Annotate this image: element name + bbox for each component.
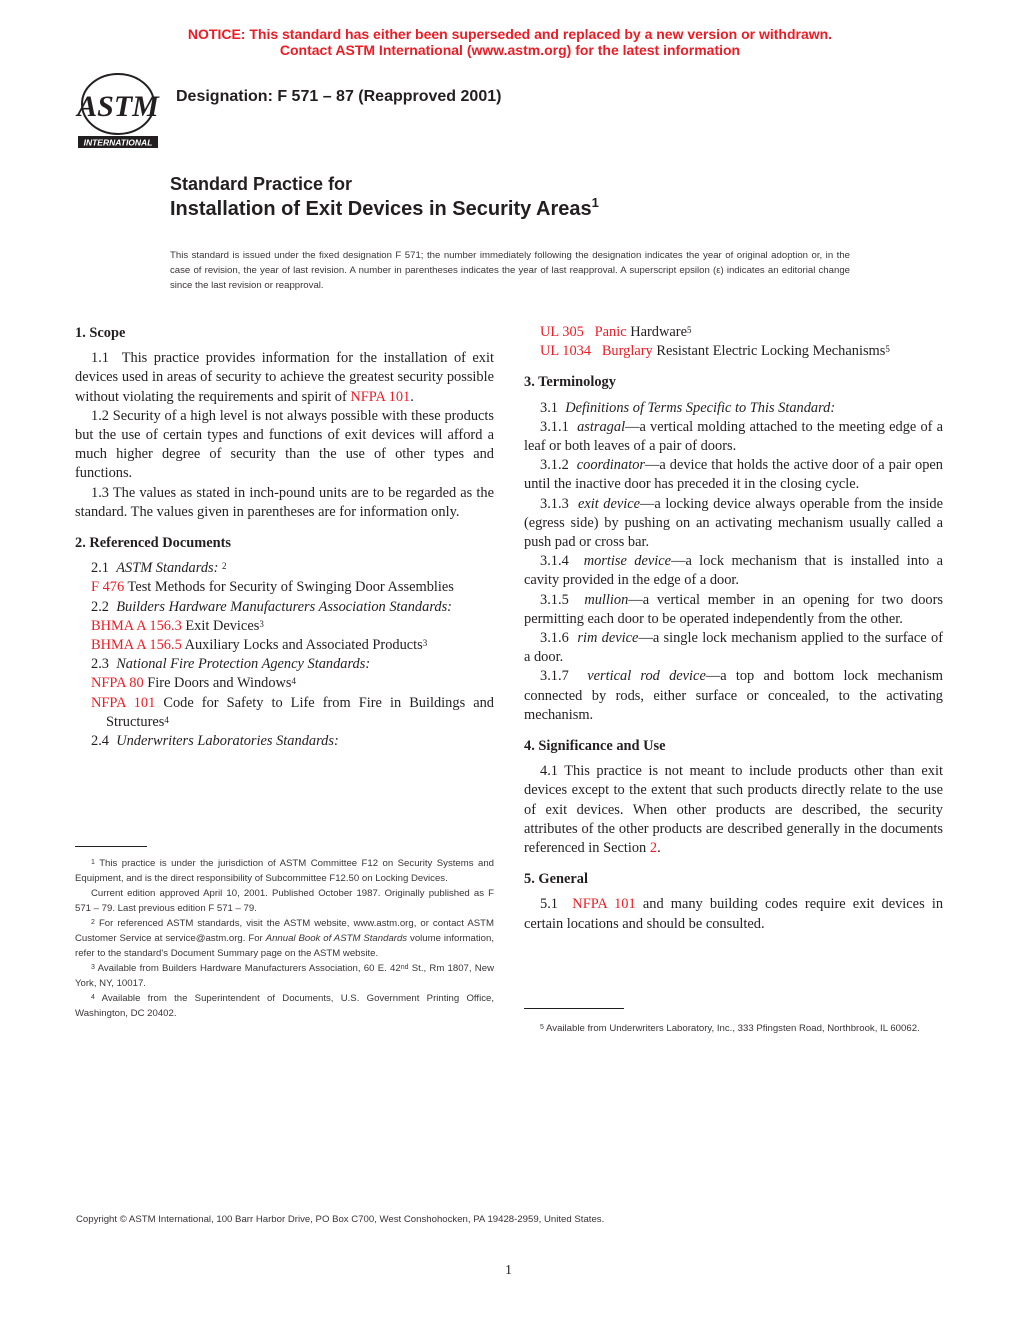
nfpa-standards-label: 2.3 National Fire Protection Agency Standards: <box>91 656 371 673</box>
burglary-link[interactable]: Burglary <box>601 343 653 360</box>
scope-para-2: 1.2 Security of a high level is not always possible with these products but the use of certain types and functions of exit devices will afford a much higher degree of security than the use of other types and functions. <box>75 407 494 482</box>
definitions-label: 3.1 Definitions of Terms Specific to This Standard: <box>540 399 836 416</box>
footnote-3: $^3$ Available from Builders Hardware Manufacturers Association, 60 E. 42nd St., Rm 1807, New York, NY, 10017. <box>75 963 494 989</box>
f476-link[interactable]: F 476 <box>91 579 125 596</box>
title-text: Installation of Exit Devices in Security Areas <box>170 198 592 220</box>
nfpa-80-link[interactable]: NFPA 80 <box>91 675 144 692</box>
page-number: 1 <box>505 1263 512 1278</box>
section-heading-significance: 4. Significance and Use <box>524 738 666 755</box>
section-heading-terminology: 3. Terminology <box>524 374 616 391</box>
ref-ul-1034: UL 1034 Burglary Resistant Electric Locking Mechanisms$^5$ <box>540 343 890 360</box>
astm-logo-icon <box>74 72 162 150</box>
term-mullion: 3.1.5 mullion—a vertical member in an opening for two doors permitting each door to be operated independently from the other. <box>524 591 943 627</box>
ul-305-link[interactable]: UL 305 <box>540 324 584 340</box>
copyright-line: Copyright © ASTM International, 100 Barr Harbor Drive, PO Box C700, West Conshohocken, PA 19428-2959, United States. <box>76 1214 605 1225</box>
term-astragal: 3.1.1 astragal—a vertical molding attached to the meeting edge of a leaf or both leaves of a pair of doors. <box>524 418 943 455</box>
bhma-156-5-link[interactable]: BHMA A 156.5 <box>91 637 182 654</box>
term-coordinator: 3.1.2 coordinator—a device that holds the active door of a pair open until the inactive door has preceded it in the closing cycle. <box>524 457 943 493</box>
general-nfpa-101-link[interactable]: NFPA 101 <box>572 896 636 913</box>
footnote-4: $^4$ Available from the Superintendent of Documents, U.S. Government Printing Office, Washington, DC 20402. <box>75 993 495 1019</box>
footnote-rule-right <box>524 1008 624 1009</box>
term-exit-device: 3.1.3 exit device—a locking device always operable from the inside (egress side) by pushing on an activating mechanism usually called a push pad or cross bar. <box>524 495 943 551</box>
left-column <box>75 314 494 751</box>
term-mortise-device: 3.1.4 mortise device—a lock mechanism that is installed into a cavity provided in the edge of a door. <box>524 553 943 589</box>
notice-line-1: NOTICE: This standard has either been superseded and replaced by a new version or withdrawn. <box>187 26 833 42</box>
scope-para-1: 1.1 This practice provides information for the installation of exit devices used in areas of security to achieve the greatest security possible without violating the requirements and spirit of NFPA 101. <box>75 350 495 405</box>
right-column <box>524 323 943 934</box>
astm-standards-label: 2.1 ASTM Standards: $^2$ <box>91 560 227 577</box>
nfpa-101-link[interactable]: NFPA 101 <box>350 388 411 405</box>
footnote-2: $^2$ For referenced ASTM standards, visit the ASTM website, www.astm.org, or contact ASTM Customer Service at service@astm.org. For Annual Book of ASTM Standards volume information, refer to the standard's Document Summary page on the ASTM website. <box>75 918 495 959</box>
title-line-1: Standard Practice for <box>170 174 353 194</box>
intro-paragraph: This standard is issued under the fixed designation F 571; the number immediately following the designation indicates the year of original adoption or, in the case of revision, the year of last revision. A number in parentheses indicates the year of last reapproval. A superscript epsilon (ε) indicates an editorial change since the last revision or reapproval. <box>170 250 850 291</box>
bhma-156-3-link[interactable]: BHMA A 156.3 <box>91 617 182 634</box>
footnotes-left <box>75 856 494 1021</box>
section-heading-scope: 1. Scope <box>75 325 126 341</box>
notice-line-2: Contact ASTM International (www.astm.org) for the latest information <box>279 42 741 58</box>
section-heading-refdocs: 2. Referenced Documents <box>75 535 231 552</box>
withdrawal-notice <box>0 26 1020 58</box>
ul-standards-label: 2.4 Underwriters Laboratories Standards: <box>91 733 339 750</box>
term-vertical-rod-device: 3.1.7 vertical rod device—a top and bottom lock mechanism connected by rods, either surface or concealed, to the activating mechanism. <box>524 668 943 723</box>
ref-nfpa-101: NFPA 101 Code for Safety to Life from Fire in Buildings and Structures$^4$ <box>91 694 495 730</box>
title-line-2 <box>170 195 599 221</box>
footnote-rule-left <box>75 846 147 847</box>
ref-bhma-156-5: BHMA A 156.5 Auxiliary Locks and Associated Products$^3$ <box>91 637 428 654</box>
ref-nfpa-80: NFPA 80 Fire Doors and Windows$^4$ <box>91 675 297 692</box>
ul-1034-link[interactable]: UL 1034 <box>540 343 592 360</box>
ref-f476: F 476 Test Methods for Security of Swinging Door Assemblies <box>91 579 454 596</box>
ref-bhma-156-3: BHMA A 156.3 Exit Devices$^3$ <box>91 617 264 634</box>
section-heading-general: 5. General <box>524 871 588 888</box>
nfpa-101-ref-link[interactable]: NFPA 101 <box>91 694 156 711</box>
footnote-1: $^1$ This practice is under the jurisdiction of ASTM Committee F12 on Security Systems and Equipment, and is the direct responsibility of Subcommittee F12.50 on Locking Devices. <box>75 858 494 884</box>
significance-para: 4.1 This practice is not meant to include products other than exit devices except to the extent that such products directly relate to the use of exit devices. When other products are described, the security attributes of the other products are described generally in the documents referenced in Section 2. <box>524 763 943 857</box>
section-2-link[interactable]: 2 <box>649 840 658 857</box>
term-rim-device: 3.1.6 rim device—a single lock mechanism applied to the surface of a door. <box>524 630 943 666</box>
footnote-1b: Current edition approved April 10, 2001. Published October 1987. Originally published as F 571 – 79. Last previous edition F 571 – 79. <box>75 888 494 914</box>
logo-international-text: INTERNATIONAL <box>83 137 153 148</box>
bhma-standards-label: 2.2 Builders Hardware Manufacturers Association Standards: <box>91 598 452 615</box>
scope-para-3: 1.3 The values as stated in inch-pound units are to be regarded as the standard. The values given in parentheses are for information only. <box>75 484 494 520</box>
footnote-5: $^5$ Available from Underwriters Laboratory, Inc., 333 Pfingsten Road, Northbrook, IL 60062. <box>540 1023 920 1034</box>
panic-link[interactable]: Panic <box>594 324 627 340</box>
title-footnote-mark: 1 <box>591 195 599 210</box>
svg-text:ASTM: ASTM <box>77 90 159 123</box>
general-para: 5.1 NFPA 101 and many building codes require exit devices in certain locations and should be consulted. <box>524 896 944 932</box>
ref-ul-305: UL 305 Panic Hardware$^5$ <box>540 324 692 340</box>
footnotes-right <box>524 1021 943 1036</box>
designation: Designation: F 571 – 87 (Reapproved 2001) <box>176 88 502 105</box>
